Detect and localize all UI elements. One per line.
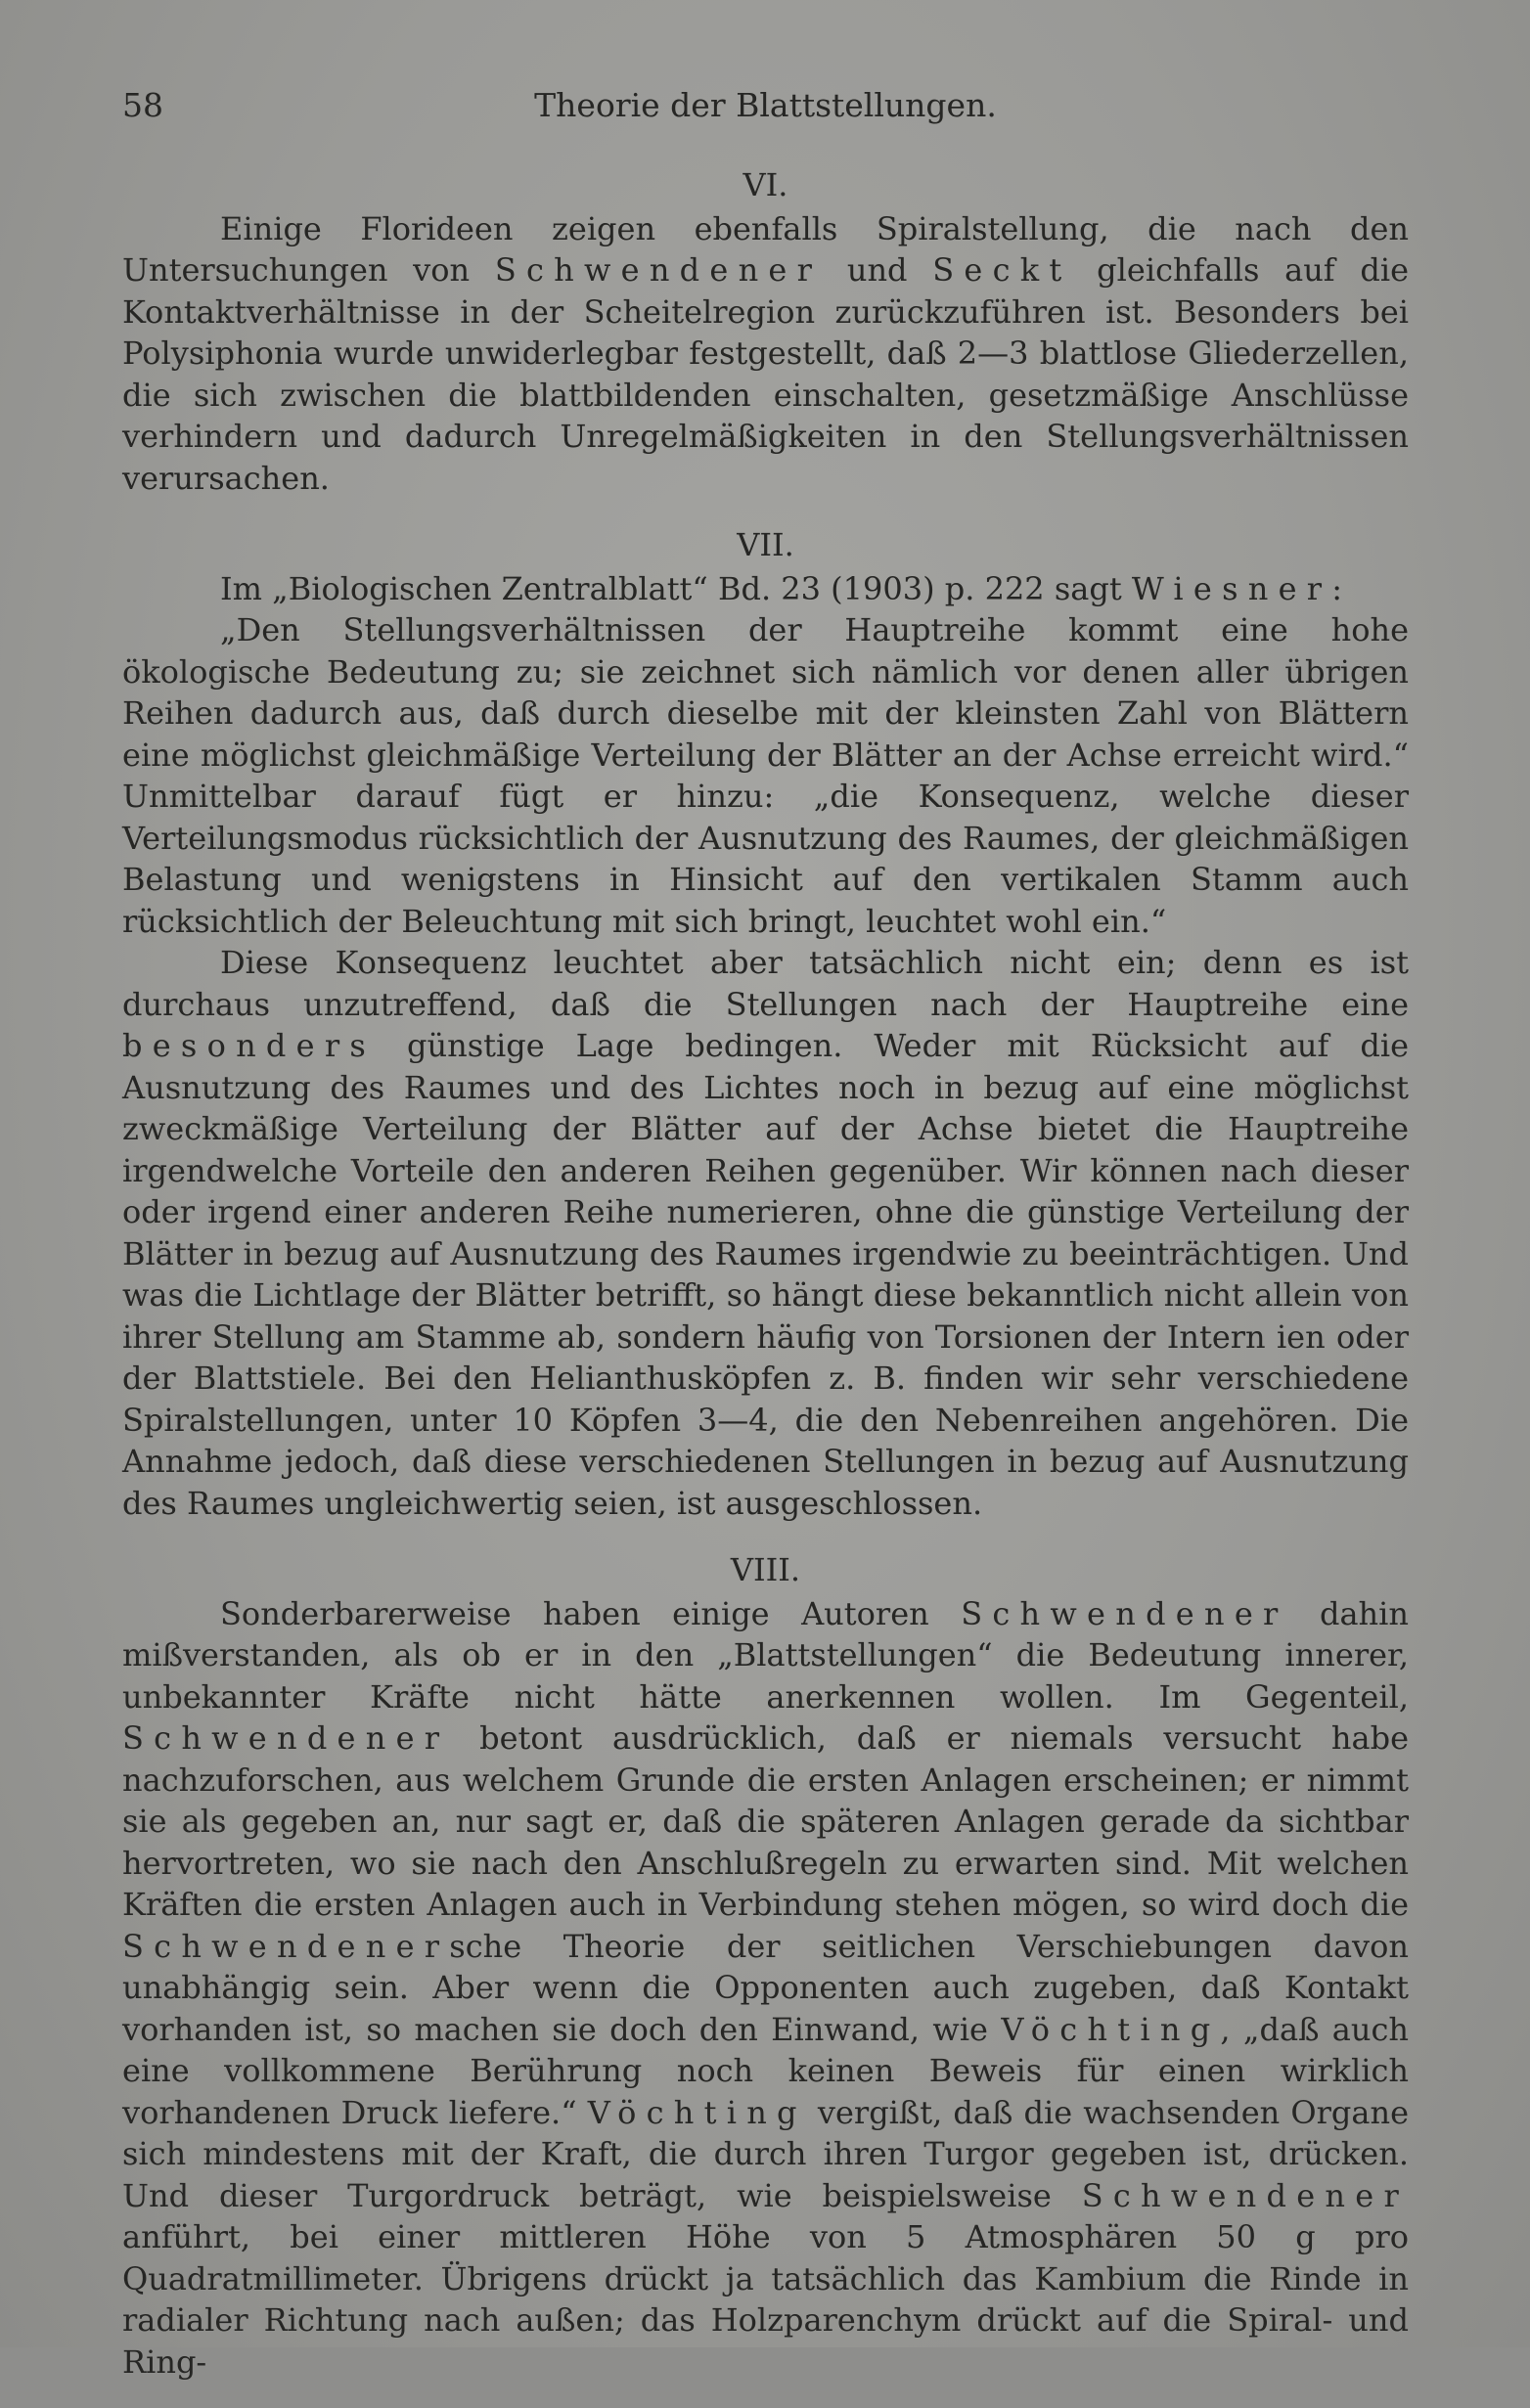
paragraph — [122, 1593, 1409, 2384]
text-run: , „daß auch eine vollkommene Berührung noch keinen Beweis für einen wirklich vorhandenen Druck liefere.“ — [122, 2010, 1410, 2131]
text-run: vergißt, daß die wachsenden Organe sich mindestens mit der Kraft, die durch ihren Turgor gegeben ist, drücken. Und dieser Turgordruck beträgt, wie beispielsweise — [122, 2093, 1410, 2214]
spaced-author-name: besonders — [122, 1027, 377, 1064]
paragraph — [122, 609, 1409, 942]
section-heading: VII. — [737, 526, 794, 563]
text-run: anführt, bei einer mittleren Höhe von 5 Atmosphären 50 g pro Quadratmillimeter. Übrigens drückt ja tatsächlich das Kambium die Rinde in radialer Richtung nach außen; das Holzparenchym drückt auf die Spiral- und Ring- — [122, 2218, 1409, 2381]
section-vi — [122, 164, 1409, 499]
section-viii — [122, 1549, 1409, 2383]
text-run: Im „Biologischen Zentralblatt“ Bd. 23 (1903) p. 222 sagt — [220, 569, 1132, 607]
spaced-author-name: Schwendener — [961, 1594, 1288, 1632]
page-number: 58 — [122, 86, 163, 124]
running-title: Theorie der Blattstellungen. — [534, 86, 997, 124]
paragraph — [122, 208, 1409, 500]
spaced-author-name: Wiesner — [1131, 569, 1332, 607]
text-run: Sonderbarerweise haben einige Autoren — [220, 1594, 962, 1632]
section-heading: VIII. — [730, 1551, 801, 1588]
spaced-author-name: Schwendener — [122, 1927, 450, 1965]
text-run: gleichfalls auf die Kontaktverhältnisse in der Scheitelregion zurückzuführen ist. Besonders bei Polysiphonia wurde unwiderlegbar festgestellt, daß 2—3 blattlose Gliederzellen, die sich zwischen die blattbildenden einschalten, gesetzmäßige Anschlüsse verhindern und dadurch Unregelmäßigkeiten in den Stellungsverhältnissen verursachen. — [122, 251, 1410, 497]
text-run: Diese Konsequenz leuchtet aber tatsächlich nicht ein; denn es ist durchaus unzutreffend, daß die Stellungen nach der Hauptreihe eine — [122, 944, 1409, 1023]
spaced-author-name: Schwendener — [494, 251, 823, 289]
text-run: : — [1331, 569, 1343, 607]
text-run: „Den Stellungsverhältnissen der Hauptreihe kommt eine hohe ökologische Bedeutung zu; sie zeichnet sich nämlich vor denen aller übrigen Reihen dadurch aus, daß durch dieselbe mit der kleinsten Zahl von Blättern eine möglichst gleichmäßige Verteilung der Blätter an der Achse erreicht wird.“ Unmittelbar darauf fügt er hinzu: „die Konsequenz, welche dieser Verteilungsmodus rücksichtlich der Ausnutzung des Raumes, der gleichmäßigen Belastung und wenigstens in Hinsicht auf den vertikalen Stamm auch rücksichtlich der Beleuchtung mit sich bringt, leuchtet wohl ein.“ — [122, 611, 1409, 940]
spaced-author-name: Seckt — [932, 251, 1072, 289]
spaced-author-name: Vöchting — [1001, 2010, 1221, 2048]
paragraph — [122, 568, 1409, 610]
text-run: Einige Florideen zeigen ebenfalls Spiralstellung, die nach den Untersuchungen von — [122, 209, 1409, 289]
text-run: betont ausdrücklich, daß er niemals versucht habe nachzuforschen, aus welchem Grunde die ersten Anlagen erscheinen; er nimmt sie als gegeben an, nur sagt er, daß die späteren Anlagen gerade da sichtbar hervortreten, wo sie nach den Anschlußregeln zu erwarten sind. Mit welchen Kräften die ersten Anlagen auch in Verbindung stehen mögen, so wird doch die — [122, 1719, 1409, 1923]
text-run: sche Theorie der seitlichen Verschiebungen davon unabhängig sein. Aber wenn die Opponenten auch zugeben, daß Kontakt vorhanden ist, so machen sie doch den Einwand, wie — [122, 1927, 1409, 2048]
text-run: dahin mißverstanden, als ob er in den „Blattstellungen“ die Bedeutung innerer, unbekannter Kräfte nicht hätte anerkennen wollen. Im Gegenteil, — [122, 1594, 1410, 1716]
page-header — [122, 86, 1409, 135]
text-run: und — [822, 251, 933, 289]
section-heading: VI. — [742, 166, 788, 203]
page-body — [122, 164, 1409, 2408]
paragraph — [122, 942, 1409, 1524]
spaced-author-name: Schwendener — [1081, 2176, 1409, 2214]
text-run: günstige Lage bedingen. Weder mit Rücksicht auf die Ausnutzung des Raumes und des Lichtes noch in bezug auf eine möglichst zweckmäßige Verteilung der Blätter auf der Achse bietet die Hauptreihe irgendwelche Vorteile den anderen Reihen gegenüber. Wir können nach dieser oder irgend einer anderen Reihe numerieren, ohne die günstige Verteilung der Blätter in bezug auf Ausnutzung des Raumes irgendwie zu beeinträchtigen. Und was die Lichtlage der Blätter betrifft, so hängt diese bekanntlich nicht allein von ihrer Stellung am Stamme ab, sondern häufig von Torsionen der Intern ien oder der Blattstiele. Bei den Helianthusköpfen z. B. finden wir sehr verschiedene Spiralstellungen, unter 10 Köpfen 3—4, die den Nebenreihen angehören. Die Annahme jedoch, daß diese verschiedenen Stellungen in bezug auf Ausnutzung des Raumes ungleichwertig seien, ist ausgeschlossen. — [122, 1027, 1409, 1522]
section-vii — [122, 524, 1409, 1524]
spaced-author-name: Vöchting — [587, 2093, 807, 2131]
spaced-author-name: Schwendener — [122, 1719, 450, 1757]
